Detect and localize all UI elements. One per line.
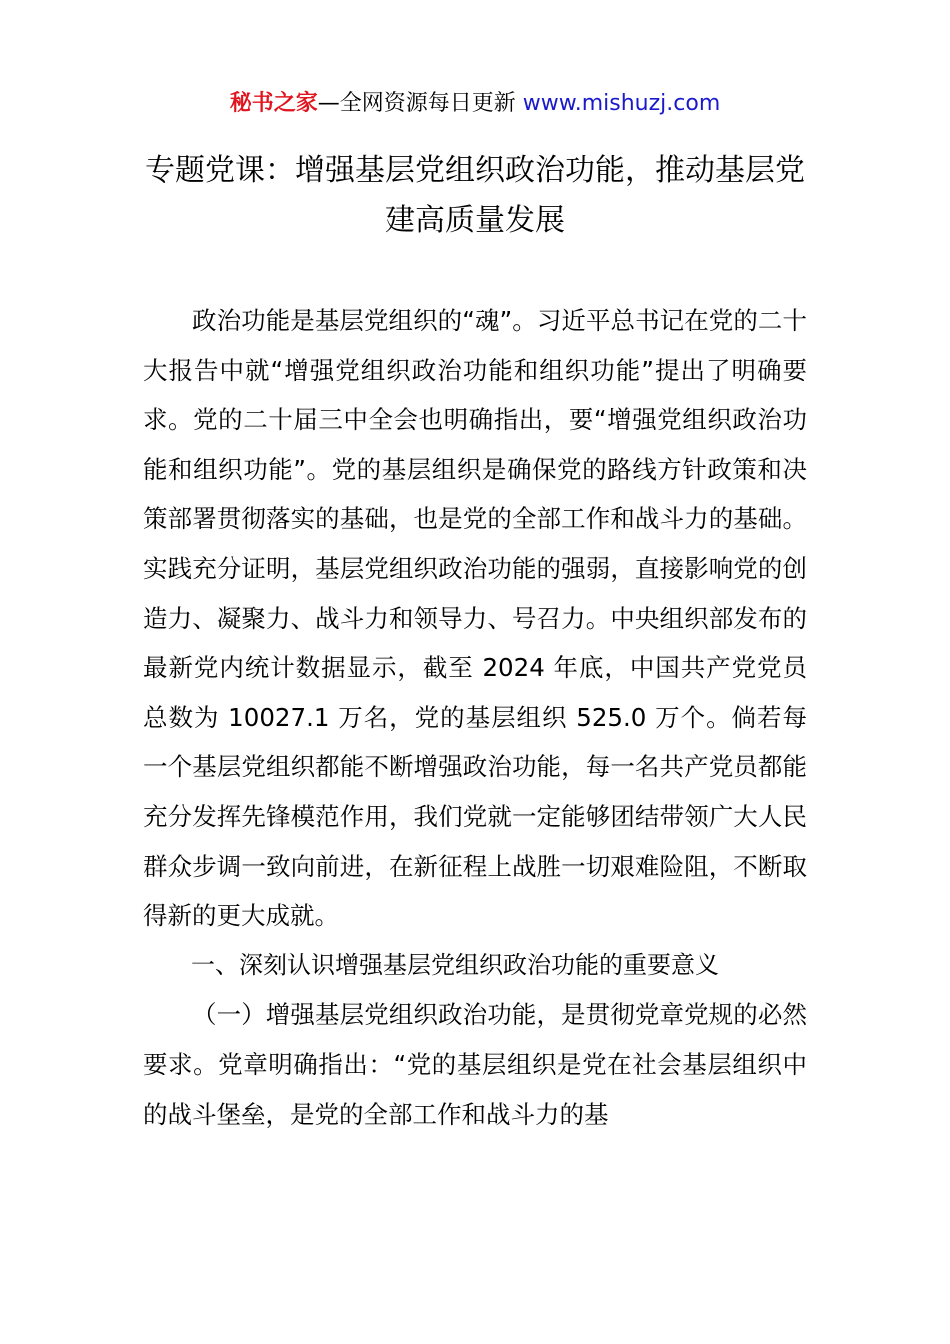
document-title: 专题党课：增强基层党组织政治功能，推动基层党建高质量发展 xyxy=(145,153,805,238)
header-tagline: —全网资源每日更新 xyxy=(317,91,523,116)
intro-paragraph: 政治功能是基层党组织的“魂”。习近平总书记在党的二十大报告中就“增强党组织政治功能和组织功能”提出了明确要求。党的二十届三中全会也明确指出，要“增强党组织政治功能和组织功能”。党的基层组织是确保党的路线方针政策和决策部署贯彻落实的基础，也是党的全部工作和战斗力的基础。实践充分证明，基层党组织政治功能的强弱，直接影响党的创造力、凝聚力、战斗力和领导力、号召力。中央组织部发布的最新党内统计数据显示，截至 2024 年底，中国共产党党员总数为 10027.1 万名，党的基层组织 525.0 万个。倘若每一个基层党组织都能不断增强政治功能，每一名共产党员都能充分发挥先锋模范作用，我们党就一定能够团结带领广大人民群众步调一致向前进，在新征程上战胜一切艰难险阻，不断取得新的更大成就。 xyxy=(143,306,807,931)
brand-name: 秘书之家 xyxy=(229,91,318,116)
site-header xyxy=(0,88,950,120)
section-heading: 一、深刻认识增强基层党组织政治功能的重要意义 xyxy=(191,950,719,979)
document-body xyxy=(143,296,807,1139)
subsection-paragraph: （一）增强基层党组织政治功能，是贯彻党章党规的必然要求。党章明确指出：“党的基层组织是党在社会基层组织中的战斗堡垒，是党的全部工作和战斗力的基 xyxy=(143,1000,807,1129)
site-url-link[interactable]: www.mishuzj.com xyxy=(522,91,721,116)
